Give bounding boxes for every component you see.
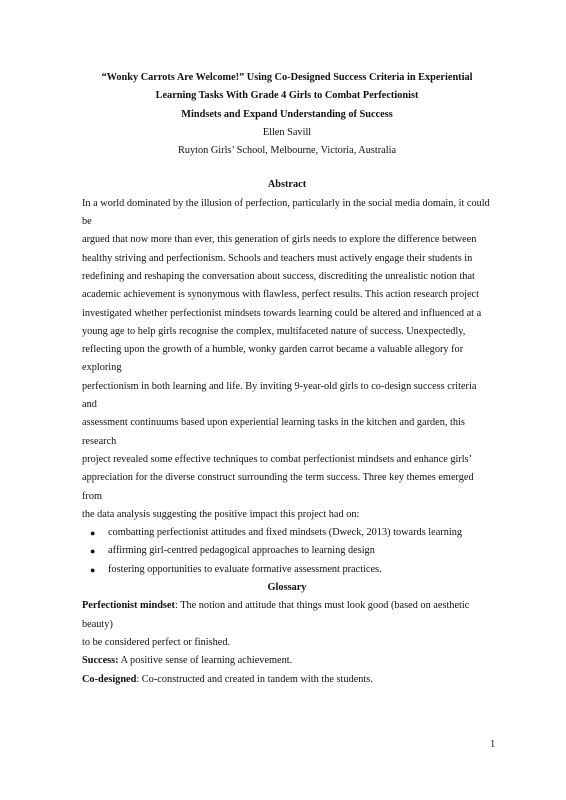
abstract-line: argued that now more than ever, this generation of girls needs to explore the difference between bbox=[82, 234, 477, 246]
abstract-line: healthy striving and perfectionism. Schools and teachers must actively engage their students in bbox=[82, 252, 473, 264]
abstract-heading: Abstract bbox=[267, 179, 307, 191]
abstract-line: young age to help girls recognise the complex, multifaceted nature of success. Unexpectedly, bbox=[82, 325, 466, 337]
page-content bbox=[82, 69, 492, 689]
abstract-line: project revealed some effective techniques to combat perfectionist mindsets and enhance girls’ bbox=[82, 453, 473, 465]
glossary-line bbox=[82, 671, 492, 689]
list-item-text: fostering opportunities to evaluate formative assessment practices. bbox=[108, 563, 382, 575]
list-item-text: affirming girl-centred pedagogical approaches to learning design bbox=[108, 545, 375, 557]
bullet-icon: ● bbox=[90, 528, 96, 539]
title-block bbox=[82, 69, 492, 160]
abstract-line: assessment continuums based upon experiential learning tasks in the kitchen and garden, this research bbox=[82, 417, 465, 447]
glossary-separator: : bbox=[174, 600, 178, 612]
abstract-body bbox=[82, 195, 492, 524]
glossary-definition: The notion and attitude that things must look good (based on aesthetic beauty) bbox=[82, 600, 470, 630]
bullet-icon: ● bbox=[90, 564, 96, 575]
abstract-line: reflecting upon the growth of a humble, wonky garden carrot became a valuable allegory for exploring bbox=[82, 344, 464, 374]
glossary-term: Perfectionist mindset bbox=[82, 600, 175, 612]
title-line-3: Mindsets and Expand Understanding of Success bbox=[181, 108, 393, 120]
page-number: 1 bbox=[490, 739, 496, 750]
author-affiliation: Ruyton Girls’ School, Melbourne, Victoria, Australia bbox=[177, 145, 397, 157]
glossary-line bbox=[82, 597, 492, 634]
abstract-line: perfectionism in both learning and life. By inviting 9-year-old girls to co-design success criteria and bbox=[82, 380, 477, 411]
glossary-definition: A positive sense of learning achievement. bbox=[118, 655, 293, 667]
glossary-entry bbox=[82, 597, 492, 652]
glossary-term: Success: bbox=[82, 655, 119, 667]
abstract-line: appreciation for the diverse construct surrounding the term success. Three key themes emerged from bbox=[82, 472, 474, 502]
abstract-line: investigated whether perfectionist mindsets towards learning could be altered and influenced at a bbox=[82, 307, 482, 319]
abstract-line: academic achievement is synonymous with flawless, perfect results. This action research project bbox=[82, 289, 479, 301]
bullet-icon: ● bbox=[90, 546, 96, 557]
abstract-line: redefining and reshaping the conversation about success, discrediting the unrealistic notion that bbox=[82, 270, 475, 282]
title-line-1: “Wonky Carrots Are Welcome!” Using Co-Designed Success Criteria in Experiential bbox=[101, 72, 473, 83]
list-item bbox=[82, 561, 492, 579]
glossary-heading: Glossary bbox=[267, 582, 307, 594]
glossary-definition: Co-constructed and created in tandem with the students. bbox=[139, 673, 373, 685]
glossary-entry bbox=[82, 652, 492, 670]
title-line-2: Learning Tasks With Grade 4 Girls to Combat Perfectionist bbox=[155, 90, 419, 102]
list-item bbox=[82, 542, 492, 560]
abstract-line: the data analysis suggesting the positive impact this project had on: bbox=[82, 508, 360, 520]
themes-list bbox=[82, 524, 492, 579]
glossary-line bbox=[82, 652, 492, 670]
glossary-separator: : bbox=[136, 673, 140, 685]
glossary-entry bbox=[82, 671, 492, 689]
abstract-line: In a world dominated by the illusion of perfection, particularly in the social media domain, it could be bbox=[82, 197, 490, 228]
list-item bbox=[82, 524, 492, 542]
glossary-term: Co-designed bbox=[82, 673, 137, 685]
list-item-text: combatting perfectionist attitudes and fixed mindsets (Dweck, 2013) towards learning bbox=[108, 527, 463, 539]
glossary-definition-continued: to be considered perfect or finished. bbox=[82, 636, 231, 648]
author-name: Ellen Savill bbox=[262, 126, 312, 138]
